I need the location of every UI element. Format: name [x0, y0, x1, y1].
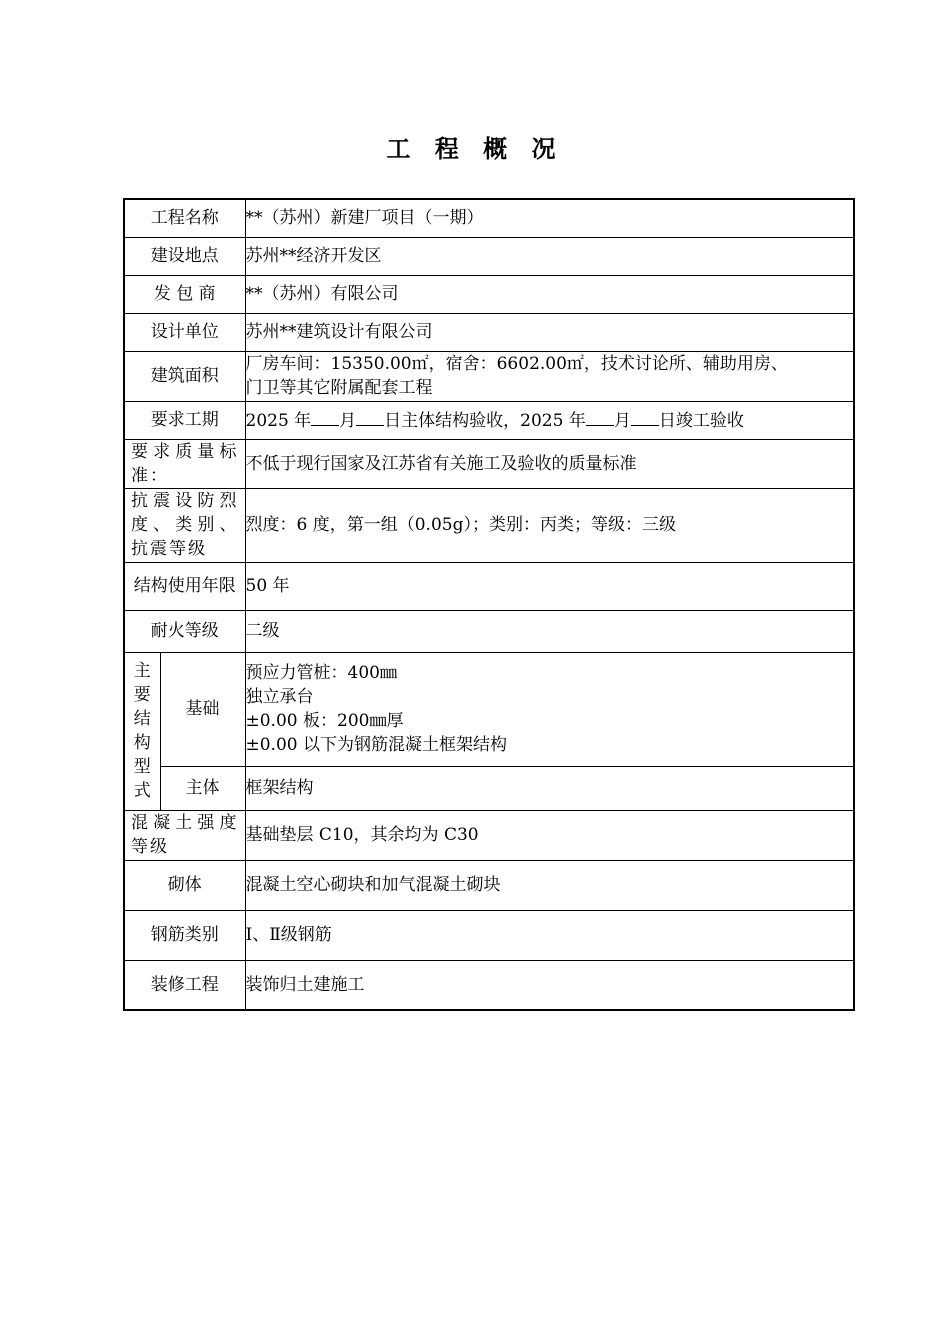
value-project-name: **（苏州）新建厂项目（一期）	[245, 199, 854, 237]
value-foundation	[245, 652, 854, 766]
table-row	[124, 199, 854, 237]
project-overview-table	[123, 198, 855, 1011]
value-service-life: 50 年	[245, 562, 854, 610]
label-foundation: 基础	[160, 652, 245, 766]
value-fire-rating: 二级	[245, 610, 854, 652]
value-seismic: 烈度：6 度，第一组（0.05g）；类别：丙类；等级：三级	[245, 488, 854, 562]
schedule-milestone-1: 日主体结构验收，2025 年	[384, 411, 586, 431]
schedule-month-1: 月	[339, 411, 357, 431]
blank-line	[311, 407, 339, 426]
schedule-year-1: 2025 年	[245, 411, 312, 431]
table-row	[124, 910, 854, 960]
table-row	[124, 439, 854, 488]
foundation-line-3: ±0.00 板：200㎜厚	[245, 711, 404, 731]
blank-line	[631, 407, 659, 426]
label-masonry: 砌体	[124, 860, 245, 910]
label-quality: 要求质量标准：	[124, 439, 245, 488]
value-location: 苏州**经济开发区	[245, 237, 854, 275]
value-rebar: Ⅰ、Ⅱ级钢筋	[245, 910, 854, 960]
table-row	[124, 810, 854, 860]
schedule-milestone-2: 日竣工验收	[658, 411, 744, 431]
value-designer: 苏州**建筑设计有限公司	[245, 313, 854, 351]
table-row	[124, 237, 854, 275]
page-title: 工 程 概 况	[386, 135, 564, 163]
area-line-2: 门卫等其它附属配套工程	[245, 378, 433, 398]
blank-line	[356, 407, 384, 426]
table-row	[124, 766, 854, 810]
area-line-1: 厂房车间：15350.00㎡，宿舍：6602.00㎡，技术讨论所、辅助用房、	[245, 354, 788, 374]
label-rebar: 钢筋类别	[124, 910, 245, 960]
label-area: 建筑面积	[124, 351, 245, 401]
table-row	[124, 401, 854, 439]
foundation-line-1: 预应力管桩：400㎜	[245, 663, 397, 683]
value-area	[245, 351, 854, 401]
table-row	[124, 860, 854, 910]
label-project-name: 工程名称	[124, 199, 245, 237]
table-row	[124, 960, 854, 1010]
label-designer: 设计单位	[124, 313, 245, 351]
label-service-life: 结构使用年限	[124, 562, 245, 610]
structure-label-text: 主要结构型式	[133, 661, 151, 801]
label-location: 建设地点	[124, 237, 245, 275]
value-decoration: 装饰归土建施工	[245, 960, 854, 1010]
foundation-line-2: 独立承台	[245, 687, 314, 707]
table-row	[124, 652, 854, 766]
value-masonry: 混凝土空心砌块和加气混凝土砌块	[245, 860, 854, 910]
table-row	[124, 610, 854, 652]
value-contractor: **（苏州）有限公司	[245, 275, 854, 313]
blank-line	[586, 407, 614, 426]
label-seismic: 抗震设防烈度、类别、抗震等级	[124, 488, 245, 562]
schedule-month-2: 月	[613, 411, 631, 431]
table-row	[124, 351, 854, 401]
label-structure	[124, 652, 160, 810]
value-quality: 不低于现行国家及江苏省有关施工及验收的质量标准	[245, 439, 854, 488]
label-fire-rating: 耐火等级	[124, 610, 245, 652]
value-main-structure: 框架结构	[245, 766, 854, 810]
label-contractor: 发 包 商	[124, 275, 245, 313]
foundation-line-4: ±0.00 以下为钢筋混凝土框架结构	[245, 735, 507, 755]
table-row	[124, 275, 854, 313]
label-main-structure: 主体	[160, 766, 245, 810]
table-row	[124, 488, 854, 562]
label-schedule: 要求工期	[124, 401, 245, 439]
value-schedule	[245, 401, 854, 439]
label-concrete: 混凝土强度等级	[124, 810, 245, 860]
value-concrete: 基础垫层 C10，其余均为 C30	[245, 810, 854, 860]
table-row	[124, 562, 854, 610]
label-decoration: 装修工程	[124, 960, 245, 1010]
table-row	[124, 313, 854, 351]
